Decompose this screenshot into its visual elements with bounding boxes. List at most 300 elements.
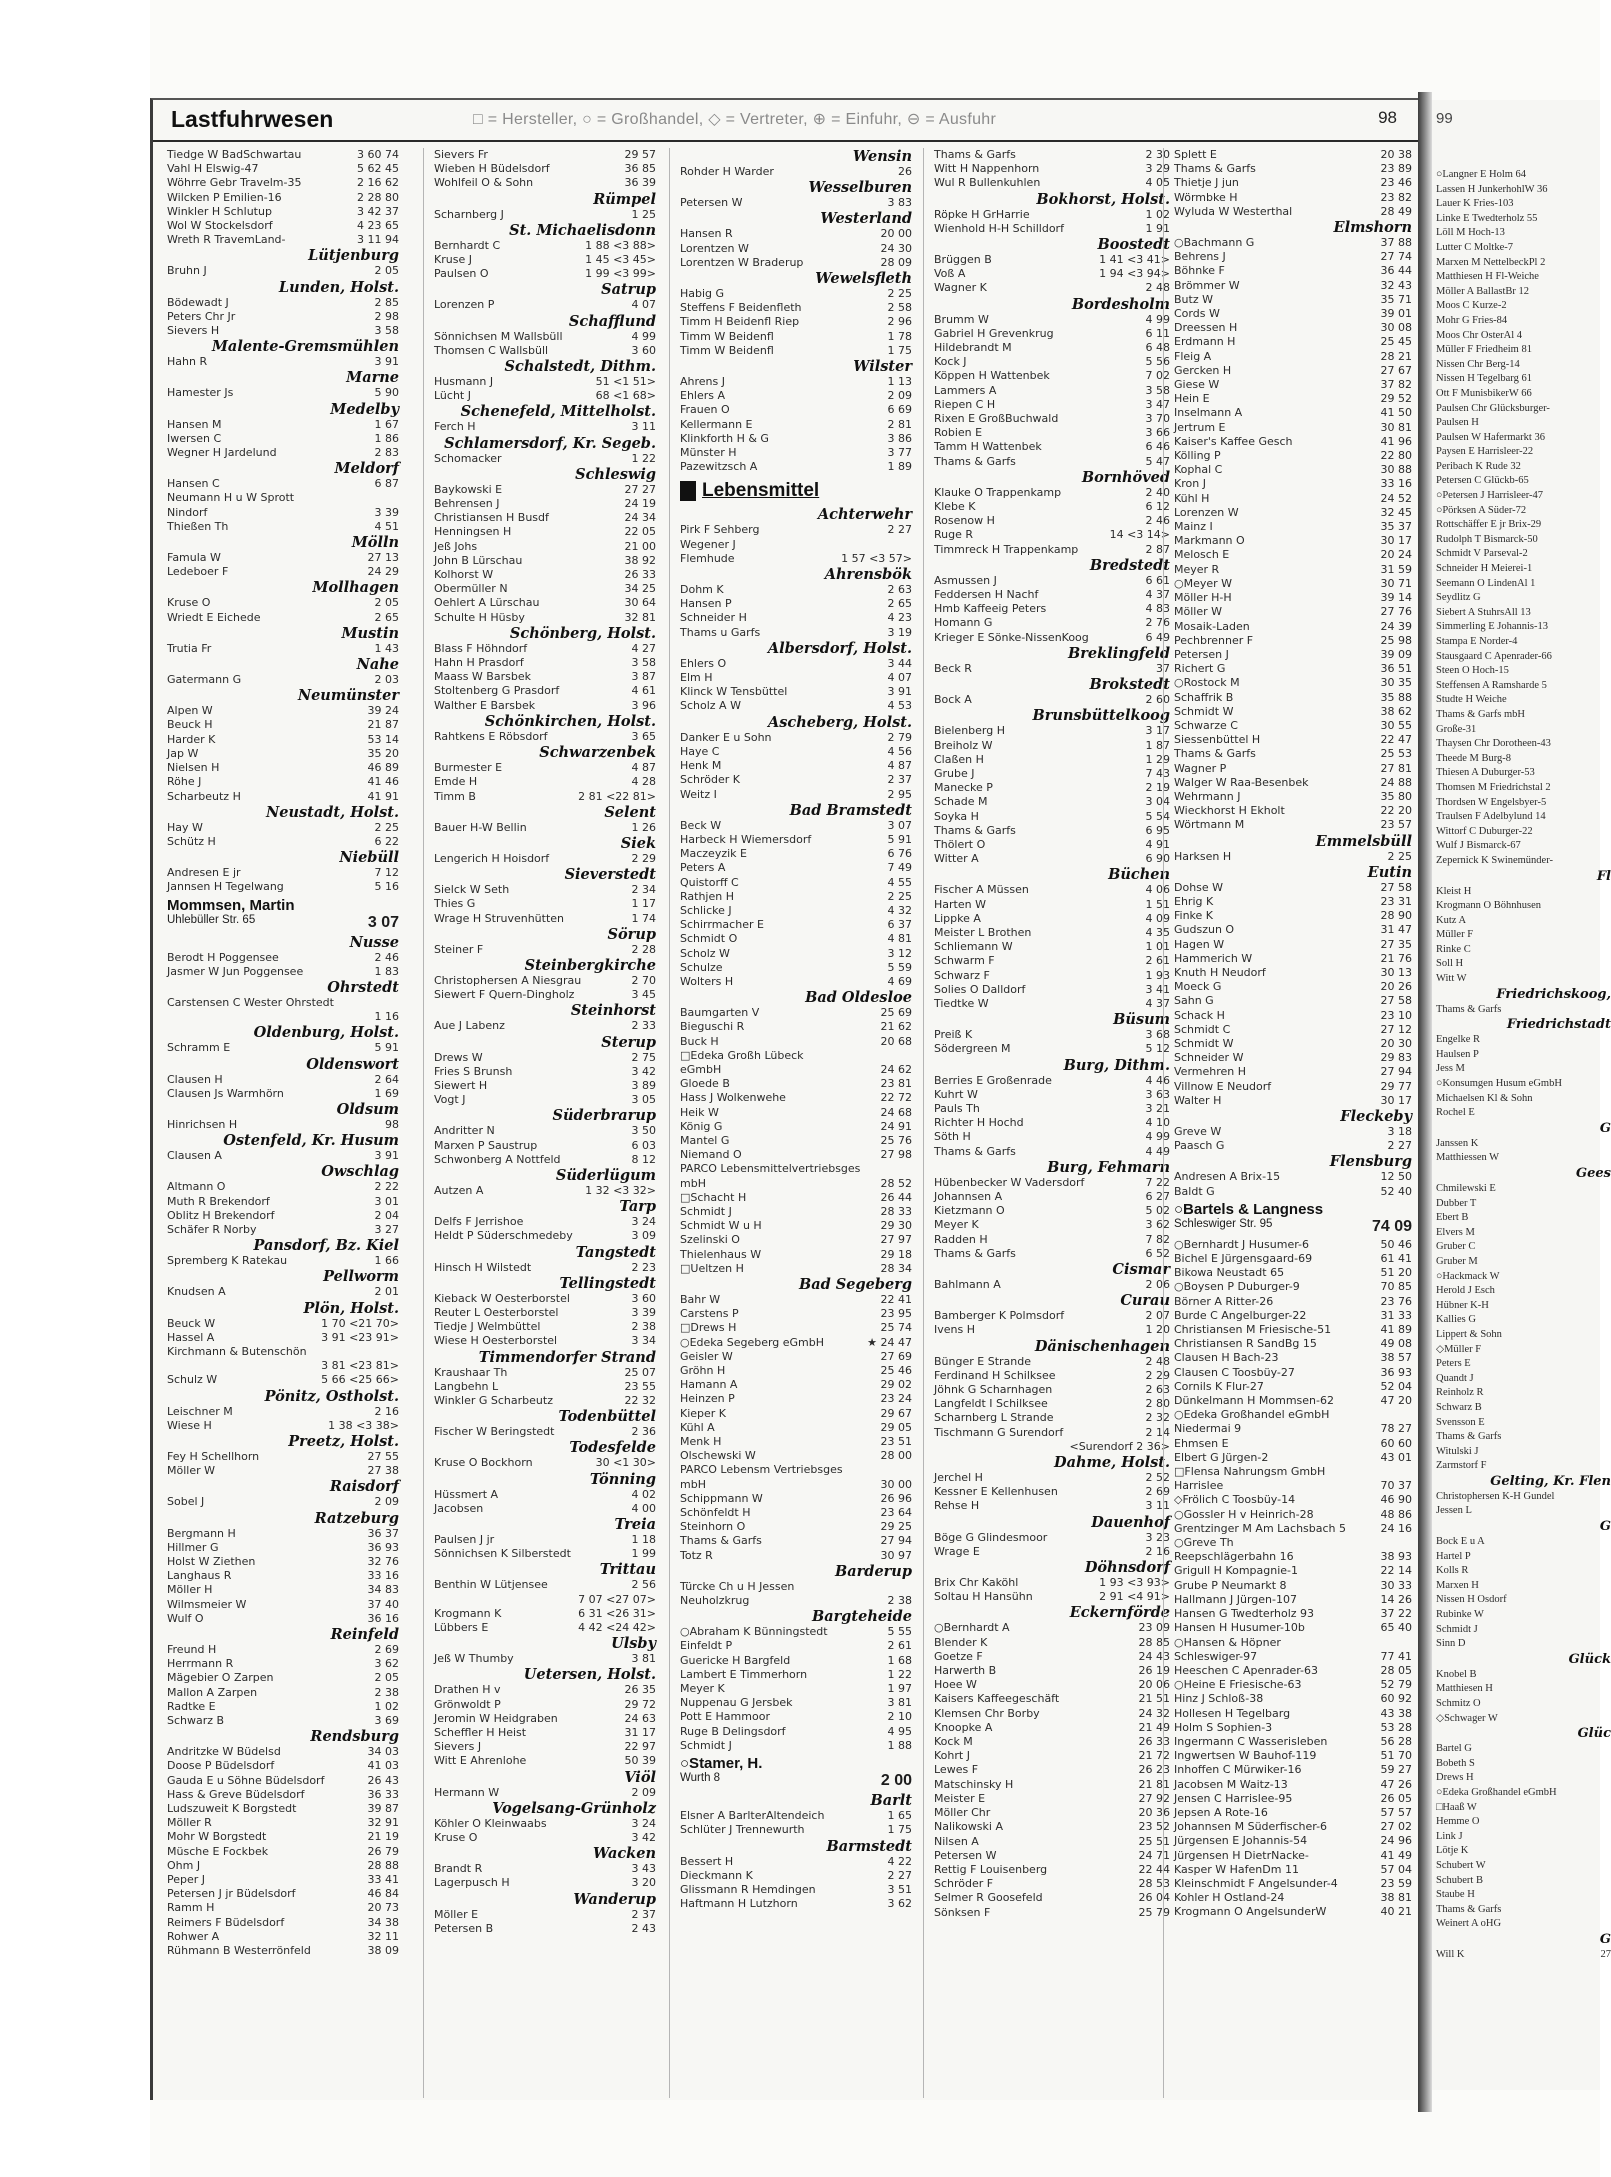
margin-blank <box>0 0 150 2177</box>
entry-name: Reimers F Büdelsdorf <box>167 1915 285 1929</box>
directory-entry <box>1436 591 1611 606</box>
town-heading: Malente-Gremsmühlen <box>211 338 399 356</box>
directory-entry <box>434 1876 656 1890</box>
entry-name: Hahn H Prasdorf <box>434 656 524 670</box>
entry-phone: 43 01 <box>1380 1450 1412 1464</box>
entry-phone: 26 <box>898 165 912 178</box>
directory-entry <box>934 384 1170 398</box>
entry-name: Wrage H Struvenhütten <box>434 911 565 925</box>
directory-entry <box>1436 1211 1611 1226</box>
directory-entry <box>1436 1490 1611 1505</box>
entry-phone: 27 98 <box>880 1148 912 1162</box>
entry-name: Dohse W <box>1174 880 1224 894</box>
directory-entry <box>1436 723 1611 738</box>
entry-name: Bock A <box>934 693 972 707</box>
entry-name: Siessenbüttel H <box>1174 733 1261 747</box>
entry-name: Thams & Garfs mbH <box>1436 708 1525 720</box>
entry-phone: 31 59 <box>1380 562 1412 576</box>
entry-phone: 4 37 <box>1145 996 1170 1010</box>
directory-entry <box>434 148 656 162</box>
entry-phone: 22 80 <box>1380 449 1412 463</box>
town-heading: Döhnsdorf <box>1084 1559 1170 1577</box>
entry-name: Hoee W <box>934 1678 977 1692</box>
entry-phone <box>1577 1593 1611 1608</box>
entry-phone: 30 33 <box>1380 1578 1412 1592</box>
entry-phone: 2 81 <box>887 417 912 431</box>
entry-phone: 21 19 <box>367 1830 399 1844</box>
directory-entry <box>1174 1834 1412 1848</box>
entry-phone: 6 52 <box>1145 1246 1170 1260</box>
directory-entry <box>1436 241 1611 256</box>
directory-entry <box>167 880 399 894</box>
directory-entry <box>934 253 1170 267</box>
entry-phone: 3 50 <box>631 1124 656 1138</box>
entry-phone: 37 82 <box>1380 378 1412 392</box>
entry-phone <box>1577 885 1611 900</box>
directory-entry <box>167 1450 399 1464</box>
directory-entry <box>1174 463 1412 477</box>
directory-entry <box>680 403 912 417</box>
directory-entry <box>680 1625 912 1639</box>
town-heading: Tangstedt <box>575 1243 656 1261</box>
entry-phone: 23 46 <box>1380 176 1412 190</box>
entry-name: John B Lürschau <box>434 553 523 567</box>
entry-name: Sobel J <box>167 1495 205 1509</box>
entry-phone: 36 85 <box>624 162 656 176</box>
entry-phone: 24 32 <box>1138 1706 1170 1720</box>
entry-name: Bamberger K Polmsdorf <box>934 1309 1065 1323</box>
entry-name: Thölert O <box>934 837 986 851</box>
entry-name: Langhaus R <box>167 1569 232 1583</box>
entry-phone: 1 02 <box>374 1699 399 1713</box>
entry-phone: 33 41 <box>367 1873 399 1887</box>
entry-name: Clausen H Bach-23 <box>1174 1351 1279 1365</box>
entry-name: Thordsen W Engelsbyer-5 <box>1436 796 1547 808</box>
entry-name: Ingermann C Wasserisleben <box>1174 1734 1328 1748</box>
directory-entry <box>434 1124 656 1138</box>
entry-phone: 7 12 <box>374 866 399 880</box>
entry-phone: 3 58 <box>374 324 399 338</box>
entry-phone: 3 11 <box>1145 1499 1170 1513</box>
entry-phone: 14 <3 14> <box>1109 528 1170 542</box>
entry-name: Kruse O Bockhorn <box>434 1456 533 1470</box>
directory-entry <box>934 1176 1170 1190</box>
entry-name: Kohrt J <box>934 1749 970 1763</box>
directory-entry <box>934 1323 1170 1337</box>
entry-phone: ★ 24 47 <box>867 1335 912 1349</box>
entry-name: Lorentzen W Braderup <box>680 255 804 269</box>
entry-name: Rühmann B Westerrönfeld <box>167 1944 311 1958</box>
entry-name: Benthin W Lütjensee <box>434 1578 548 1592</box>
directory-entry <box>934 1190 1170 1204</box>
town-heading: Schleswig <box>575 465 656 483</box>
entry-phone: 1 01 <box>1145 940 1170 954</box>
entry-name: Bock E u A <box>1436 1536 1485 1548</box>
directory-entry <box>934 1735 1170 1749</box>
entry-phone <box>1577 1062 1611 1077</box>
directory-entry <box>1174 1266 1412 1280</box>
entry-phone: 39 24 <box>367 704 399 718</box>
directory-entry <box>1174 1536 1412 1550</box>
town-heading: St. Michaelisdonn <box>509 221 656 239</box>
town-heading: Glück <box>1568 1651 1611 1667</box>
entry-name: Gauda E u Söhne Büdelsdorf <box>167 1773 325 1787</box>
directory-entry <box>680 1478 912 1492</box>
entry-phone: 51 70 <box>1380 1749 1412 1763</box>
directory-entry <box>680 1077 912 1091</box>
directory-entry <box>934 852 1170 866</box>
directory-entry <box>167 1802 399 1816</box>
directory-entry <box>167 1118 399 1132</box>
entry-name: Schleswiger-97 <box>1174 1649 1258 1663</box>
entry-name: Radtke E <box>167 1699 216 1713</box>
entry-name: Schneider H <box>680 611 747 625</box>
entry-name: Kolls R <box>1436 1565 1469 1577</box>
entry-name: Paulsen O <box>434 267 489 281</box>
directory-entry <box>934 795 1170 809</box>
directory-entry <box>934 1485 1170 1499</box>
directory-entry <box>167 148 399 162</box>
entry-name: Link J <box>1436 1830 1463 1842</box>
town-heading: Süderbrarup <box>552 1107 656 1125</box>
entry-name: Jeß Johs <box>434 539 478 553</box>
directory-entry <box>167 1223 399 1237</box>
entry-phone: 24 29 <box>367 565 399 579</box>
entry-name: Gercken H <box>1174 363 1232 377</box>
entry-phone: 37 <box>1156 661 1170 675</box>
entry-name: Pauls Th <box>934 1101 980 1115</box>
entry-phone: 40 21 <box>1380 1905 1412 1919</box>
entry-phone: 39 01 <box>1380 307 1412 321</box>
directory-entry <box>1436 620 1611 635</box>
entry-phone: 2 05 <box>374 596 399 610</box>
directory-entry <box>934 1130 1170 1144</box>
entry-address: Schleswiger Str. 95 <box>1174 1217 1273 1230</box>
directory-entry <box>167 866 399 880</box>
directory-entry <box>680 446 912 460</box>
directory-entry <box>167 1657 399 1671</box>
directory-entry <box>434 596 656 610</box>
town-heading: Steinhorst <box>570 1002 656 1020</box>
entry-name: Olschewski W <box>680 1449 756 1463</box>
directory-entry <box>167 951 399 965</box>
directory-entry <box>1436 533 1611 548</box>
directory-entry <box>434 1229 656 1243</box>
directory-entry <box>167 1830 399 1844</box>
entry-name: Sievers Fr <box>434 148 488 161</box>
entry-name: Traulsen F Adelbylund 14 <box>1436 811 1546 823</box>
entry-address-row <box>1174 1218 1412 1236</box>
entry-phone: 27 <box>1600 1948 1611 1960</box>
entry-name: Bielenberg H <box>934 724 1005 738</box>
directory-entry <box>680 1463 912 1477</box>
entry-phone: 7 82 <box>1145 1232 1170 1246</box>
entry-phone: 27 94 <box>880 1534 912 1548</box>
entry-name: Schwarz B <box>167 1714 225 1728</box>
entry-name: Nissen Chr Berg-14 <box>1436 358 1520 370</box>
directory-entry <box>1174 1065 1412 1079</box>
entry-name: Müller F <box>1436 929 1474 941</box>
entry-name: Moos C Kurze-2 <box>1436 300 1507 312</box>
directory-entry <box>1174 719 1412 733</box>
directory-entry <box>434 344 656 358</box>
entry-phone <box>1577 1445 1611 1460</box>
town-heading: Viöl <box>624 1768 656 1786</box>
directory-entry <box>1436 781 1611 796</box>
entry-phone: 36 93 <box>367 1540 399 1554</box>
directory-entry <box>1174 563 1412 577</box>
directory-entry <box>1436 329 1611 344</box>
entry-phone <box>1577 796 1611 811</box>
entry-phone: 6 95 <box>1145 823 1170 837</box>
entry-name: Fries S Brunsh <box>434 1064 513 1078</box>
directory-entry <box>1436 679 1611 694</box>
directory-entry <box>934 616 1170 630</box>
directory-entry <box>680 1449 912 1463</box>
directory-entry <box>934 1204 1170 1218</box>
entry-phone: 56 28 <box>1380 1734 1412 1748</box>
entry-phone: 5 02 <box>1145 1204 1170 1218</box>
entry-name: Behrens J <box>1174 250 1226 264</box>
entry-phone: 1 51 <box>1145 897 1170 911</box>
entry-name: Jacobsen <box>434 1501 484 1515</box>
entry-phone: 2 34 <box>631 883 656 897</box>
entry-phone: 2 63 <box>1145 1383 1170 1397</box>
entry-name: Schröder F <box>934 1877 994 1891</box>
entry-phone <box>1577 533 1611 548</box>
town-heading: Gelting, Kr. Flen <box>1490 1473 1611 1489</box>
entry-name: Ebert B <box>1436 1212 1469 1224</box>
directory-entry <box>934 693 1170 707</box>
entry-phone: 2 46 <box>1145 514 1170 528</box>
entry-phone: 2 43 <box>631 1921 656 1935</box>
entry-name: Vogt J <box>434 1093 466 1107</box>
directory-entry <box>434 176 656 190</box>
entry-name: Steen O Hoch-15 <box>1436 665 1509 677</box>
town-heading: G <box>1599 1931 1611 1947</box>
entry-phone <box>1577 256 1611 271</box>
entry-name: Jürgensen H DietrNacke- <box>1174 1848 1309 1862</box>
entry-phone: 1 88 <box>887 1738 912 1752</box>
directory-entry <box>934 1145 1170 1159</box>
entry-name: Iwersen C <box>167 431 222 445</box>
entry-name: Guericke H Bargfeld <box>680 1653 791 1667</box>
entry-phone: 2 69 <box>1145 1485 1170 1499</box>
entry-name: Knoopke A <box>934 1720 993 1734</box>
directory-entry <box>1174 634 1412 648</box>
entry-name: Claßen H <box>934 752 984 766</box>
directory-entry <box>1436 1859 1611 1874</box>
entry-name <box>434 1593 574 1607</box>
entry-phone: 32 43 <box>1380 278 1412 292</box>
entry-name: Dohm K <box>680 583 724 597</box>
directory-entry <box>934 426 1170 440</box>
entry-phone: 27 58 <box>1380 994 1412 1008</box>
directory-entry <box>1436 752 1611 767</box>
directory-entry <box>680 876 912 890</box>
entry-name: Hass & Greve Büdelsdorf <box>167 1787 305 1801</box>
entry-name: Thams & Garfs <box>1174 747 1256 761</box>
entry-phone: 2 09 <box>631 1785 656 1799</box>
entry-phone: 28 05 <box>1380 1663 1412 1677</box>
entry-name: Herold J Esch <box>1436 1285 1495 1297</box>
entry-phone: 1 99 <box>631 1547 656 1561</box>
entry-name: Thams u Garfs <box>680 625 761 639</box>
entry-name: Nielsen H <box>167 761 220 775</box>
entry-phone: 27 92 <box>1138 1791 1170 1805</box>
entry-phone: 38 09 <box>367 1944 399 1958</box>
entry-phone: 24 39 <box>1380 619 1412 633</box>
entry-name: Witt E Ahrenlohe <box>434 1754 527 1768</box>
entry-phone: 24 71 <box>1138 1848 1170 1862</box>
entry-name: Matthiesen H <box>1436 1683 1493 1695</box>
entry-phone <box>1577 1255 1611 1270</box>
town-heading: Barmstedt <box>826 1837 912 1855</box>
town-heading: Nahe <box>356 656 399 674</box>
directory-entry <box>680 552 912 566</box>
entry-phone: 1 43 <box>374 641 399 655</box>
entry-name: Soll H <box>1436 958 1464 970</box>
directory-entry <box>934 753 1170 767</box>
entry-name: Rettig F Louisenberg <box>934 1862 1048 1876</box>
entry-name: Andresen A Brix-15 <box>1174 1170 1281 1184</box>
town-heading: Selent <box>604 803 656 821</box>
entry-name: Winkler G Scharbeutz <box>434 1393 553 1407</box>
entry-phone: 30 17 <box>1380 534 1412 548</box>
entry-name: Brix Chr Kaköhl <box>934 1576 1019 1590</box>
town-heading: Achterwehr <box>817 506 912 524</box>
entry-name: Lorenzen W <box>1174 505 1239 519</box>
entry-phone: 4 69 <box>887 974 912 988</box>
entry-phone: 30 97 <box>880 1548 912 1562</box>
directory-entry <box>434 1831 656 1845</box>
entry-phone: 3 18 <box>1387 1125 1412 1138</box>
directory-entry <box>1174 1678 1412 1692</box>
entry-phone: 3 42 37 <box>357 204 399 218</box>
entry-phone: 1 17 <box>631 897 656 911</box>
entry-phone: 4 23 <box>887 611 912 625</box>
town-heading: Flensburg <box>1329 1153 1412 1171</box>
directory-entry <box>434 1184 656 1198</box>
entry-name: Bahlmann A <box>934 1278 1001 1291</box>
entry-phone <box>1577 810 1611 825</box>
entry-name: Kietzmann O <box>934 1204 1005 1218</box>
entry-name: Schmidt J <box>1436 1623 1478 1635</box>
entry-phone: 3 24 <box>631 1816 656 1830</box>
entry-phone: 2 91 <4 91> <box>1099 1590 1170 1604</box>
directory-entry <box>680 1378 912 1392</box>
town-heading: Meldorf <box>334 460 399 478</box>
entry-phone: 6 03 <box>631 1138 656 1152</box>
entry-phone: 5 16 <box>374 880 399 894</box>
directory-entry <box>434 239 656 253</box>
entry-phone: 61 41 <box>1380 1252 1412 1266</box>
entry-phone <box>1577 1386 1611 1401</box>
entry-name: Ehrig K <box>1174 894 1214 908</box>
entry-phone: 29 18 <box>880 1247 912 1261</box>
town-heading: Mustin <box>341 624 399 642</box>
town-heading: Dänischenhagen <box>1034 1337 1170 1355</box>
directory-entry <box>1174 1139 1412 1153</box>
entry-phone: 26 05 <box>1380 1791 1412 1805</box>
directory-entry <box>1436 635 1611 650</box>
directory-entry <box>434 1817 656 1831</box>
entry-name: Danker E u Sohn <box>680 730 772 744</box>
entry-phone <box>1577 445 1611 460</box>
entry-phone: 2 05 <box>374 264 399 278</box>
directory-entry <box>1174 1636 1412 1650</box>
entry-phone: 27 12 <box>1380 1022 1412 1036</box>
entry-name: ○Bachmann G <box>1174 236 1255 250</box>
directory-entry <box>434 1578 656 1592</box>
entry-name: Jap W <box>167 746 199 760</box>
directory-entry <box>1174 1550 1412 1564</box>
entry-phone <box>1577 1284 1611 1299</box>
entry-phone: 3 04 <box>1145 795 1170 809</box>
entry-name: Stampa E Norder-4 <box>1436 636 1518 647</box>
directory-entry <box>167 310 399 324</box>
entry-name: Jasmer W Jun Poggensee <box>167 964 304 978</box>
entry-name: Jürgensen E Johannis-54 <box>1174 1834 1308 1848</box>
directory-entry <box>680 626 912 640</box>
entry-name: Dubber T <box>1436 1197 1477 1209</box>
entry-name: Bruhn J <box>167 264 207 278</box>
entry-phone: 24 34 <box>624 511 656 525</box>
town-heading: Siek <box>620 834 656 852</box>
entry-name: Große-31 <box>1436 723 1477 735</box>
directory-entry <box>934 1309 1170 1323</box>
directory-entry <box>934 912 1170 926</box>
directory-entry <box>680 1364 912 1378</box>
entry-name: Hallmann J Jürgen-107 <box>1174 1592 1297 1606</box>
directory-entry <box>934 355 1170 369</box>
entry-name: Lübbers E <box>434 1621 489 1635</box>
directory-entry <box>1174 1891 1412 1905</box>
entry-phone <box>1577 928 1611 943</box>
entry-phone: 6 12 <box>1145 500 1170 514</box>
symbol-legend: □ = Hersteller, ○ = Großhandel, ◇ = Vertreter, ⊕ = Einfuhr, ⊖ = Ausfuhr <box>473 111 997 128</box>
directory-entry <box>434 699 656 713</box>
directory-entry <box>434 162 656 176</box>
entry-phone: 4 06 <box>1145 883 1170 897</box>
entry-phone: 6 76 <box>887 847 912 861</box>
directory-entry <box>1436 1888 1611 1903</box>
directory-entry <box>1174 1863 1412 1877</box>
directory-entry <box>934 954 1170 968</box>
entry-phone: 38 81 <box>1380 1891 1412 1905</box>
entry-name: Muth R Brekendorf <box>167 1194 270 1208</box>
town-heading: Nusse <box>349 933 399 951</box>
directory-entry <box>167 1759 399 1773</box>
directory-entry <box>1174 321 1412 335</box>
town-heading: Raisdorf <box>329 1478 399 1496</box>
directory-entry <box>434 611 656 625</box>
directory-entry <box>934 440 1170 454</box>
directory-entry <box>1174 1451 1412 1465</box>
entry-name: Autzen A <box>434 1183 484 1197</box>
directory-entry <box>680 460 912 474</box>
directory-entry <box>1174 648 1412 662</box>
entry-phone: 4 27 <box>631 641 656 655</box>
entry-name: Hahn R <box>167 355 208 369</box>
directory-entry <box>1436 943 1611 958</box>
entry-name: Nindorf <box>167 505 208 519</box>
entry-phone <box>1577 1623 1611 1638</box>
entry-phone: 2 61 <box>1145 954 1170 968</box>
entry-address: Wurth 8 <box>680 1772 721 1785</box>
entry-phone <box>1577 1459 1611 1474</box>
entry-name: Müsche E Fockbek <box>167 1844 269 1858</box>
